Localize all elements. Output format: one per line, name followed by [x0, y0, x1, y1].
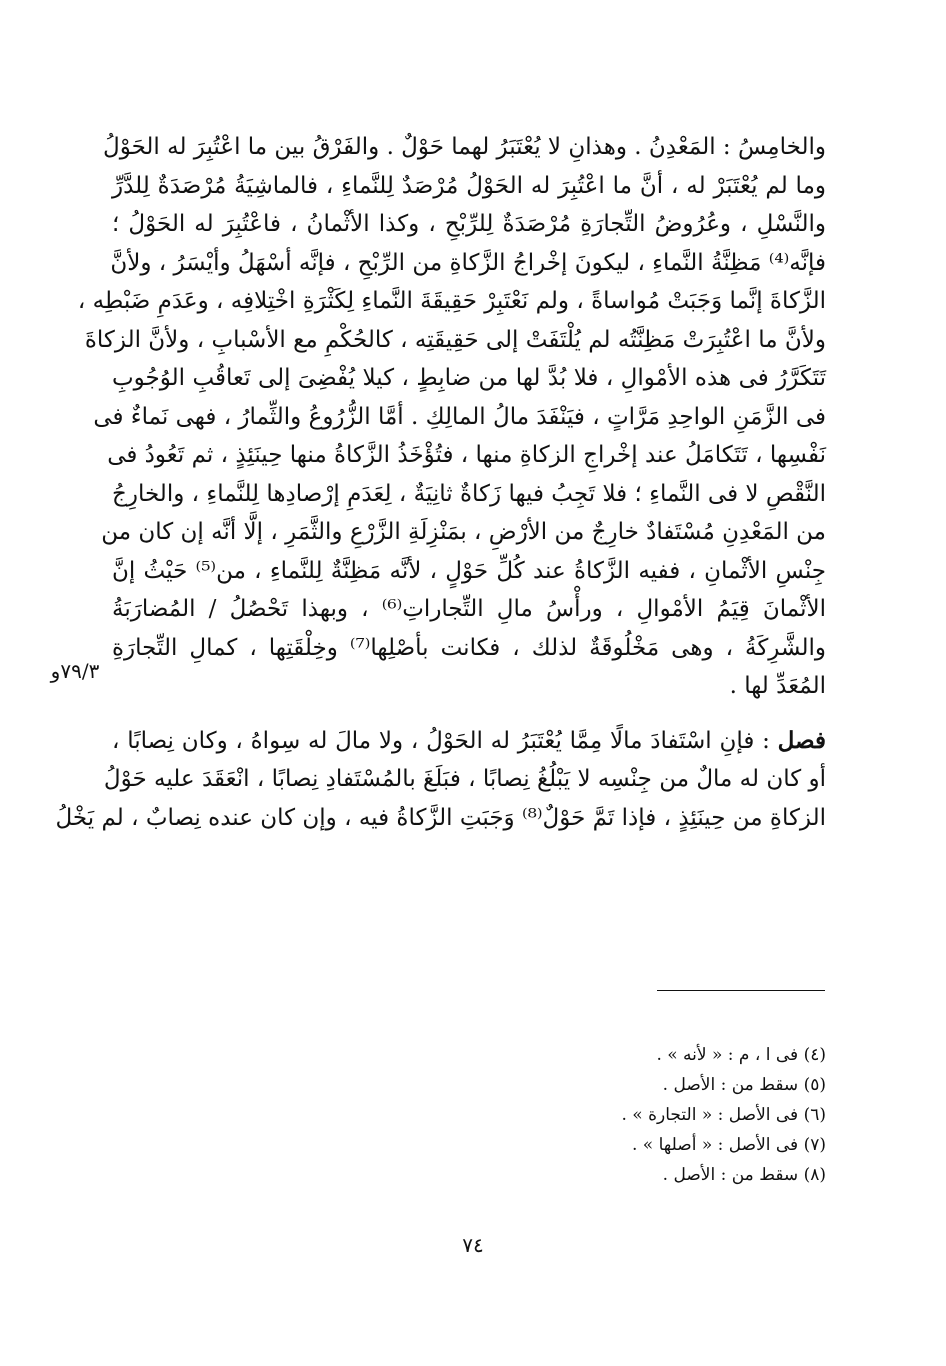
text-line: من المَعْدِنِ مُسْتَفادٌ خارِجٌ من الأرْضِ ، بمَنْزِلَةِ الزَّرْعِ والثَّمَرِ ، إلَّا أنَّه إن كان من	[101, 519, 826, 545]
text-line: أو كان له مالٌ من جِنْسِه لا يَبْلُغُ نِصابًا ، فبَلَغَ بالمُسْتَفادِ نِصابًا ، انْعَقَدَ عليه حَوْلُ	[103, 766, 826, 792]
text-line: نَفْسِها ، تَتَكامَلُ عند إخْراجِ الزكاةِ منها ، فتُؤْخَذُ الزَّكاةُ منها حِينَئِذٍ ، ثم تَعُودُ فى	[107, 442, 826, 468]
text-line: الزكاةِ من حِينَئِذٍ ، فإذا تَمَّ حَوْلٌ⁽⁸⁾ وَجَبَتِ الزَّكاةُ فيه ، وإن كان عنده نِصابٌ ، لم يَخْلُ	[55, 804, 826, 831]
footnote: (٦) فى الأصل : « التجارة » .	[621, 1105, 826, 1125]
footnote: (٨) سقط من : الأصل .	[662, 1165, 826, 1185]
text-line: تَتَكَرَّرُ فى هذه الأمْوالِ ، فلا بُدَّ لها من ضابِطٍ ، كيلا يُفْضِىَ إلى تَعاقُبِ الوُجُوبِ	[112, 365, 826, 391]
text-line: فى الزَّمَنِ الواحِدِ مَرَّاتٍ ، فيَنْفَدَ مالُ المالِكِ . أمَّا الزُّرُوعُ والثِّمارُ ، فهى نَماءٌ فى	[93, 403, 826, 430]
page-number: ٧٤	[462, 1233, 484, 1257]
text-line: والنَّسْلِ ، وعُرُوضُ التِّجارَةِ مُرْصَدَةٌ لِلرِّبْحِ ، وكذا الأثْمانُ ، فاعْتُبِرَ له الحَوْلُ ؛	[112, 211, 826, 237]
text-segment: : فإنِ اسْتَفادَ مالًا مِمَّا يُعْتَبَرُ له الحَوْلُ ، ولا مالَ له سِواهُ ، وكان نِصابًا ،	[112, 727, 770, 754]
text-line: المُعَدِّ لها .	[729, 673, 826, 699]
footnote: (٤) فى ا ، م : « لأنه » .	[656, 1045, 826, 1065]
paragraph-gap	[112, 706, 826, 722]
text-line: النَّقْصِ لا فى النَّماءِ ؛ فلا تَجِبُ فيها زَكاةٌ ثانِيَةٌ ، لِعَدَمِ إرْصادِها لِلنَّماءِ ، والخارِجُ	[112, 480, 826, 507]
footnote-separator	[657, 990, 825, 991]
text-line: الأثْمانَ قِيَمُ الأمْوالِ ، ورأْسُ مالِ التِّجاراتِ⁽⁶⁾ ، وبهذا تَحْصُلُ / المُضارَبَةُ	[112, 596, 826, 622]
fasl-heading: فصل	[777, 726, 826, 754]
footnotes	[400, 1040, 826, 1190]
text-line: والخامِسُ : المَعْدِنُ . وهذانِ لا يُعْتَبَرُ لهما حَوْلٌ . والفَرْقُ بين ما اعْتُبِرَ له الحَوْلُ	[102, 134, 826, 160]
footnote: (٥) سقط من : الأصل .	[662, 1075, 826, 1095]
text-line: وما لم يُعْتَبَرْ له ، أنَّ ما اعْتُبِرَ له الحَوْلُ مُرْصَدٌ لِلنَّماءِ ، فالماشِيَةُ مُرْصَدَةٌ لِلدَّرِّ	[112, 172, 826, 199]
margin-page-reference: ٧٩/٣و	[50, 659, 100, 683]
text-line: فإنَّه⁽⁴⁾ مَظِنَّةُ النَّماءِ ، ليكونَ إخْراجُ الزَّكاةِ من الرِّبْحِ ، فإنَّه أسْهَلُ وأيْسَرُ ، ولأنَّ	[110, 249, 826, 276]
text-line: الزَّكاةَ إنَّما وَجَبَتْ مُواساةً ، ولم نَعْتَبِرْ حَقِيقَةَ النَّماءِ لِكَثْرَةِ اخْتِلافِه ، وعَدَمِ ضَبْطِه ،	[77, 288, 826, 314]
text-line: جِنْسِ الأثْمانِ ، ففيه الزَّكاةُ عند كُلِّ حَوْلٍ ، لأنَّه مَظِنَّةٌ لِلنَّماءِ ، من⁽⁵⁾ حَيْثُ إنَّ	[112, 557, 826, 584]
text-line	[112, 722, 826, 761]
text-line: والشَّرِكَةُ ، وهى مَخْلُوقَةٌ لذلك ، فكانت بأصْلِها⁽⁷⁾ وخِلْقَتِها ، كمالِ التِّجارَةِ	[112, 634, 826, 661]
footnote: (٧) فى الأصل : « أصلها » .	[632, 1135, 826, 1155]
text-line: ولأنَّ ما اعْتُبِرَتْ مَظِنَّتُه لم يُلْتَفَتْ إلى حَقِيقَتِه ، كالحُكْمِ مع الأسْبابِ ، ولأنَّ الزكاةَ	[84, 326, 826, 353]
